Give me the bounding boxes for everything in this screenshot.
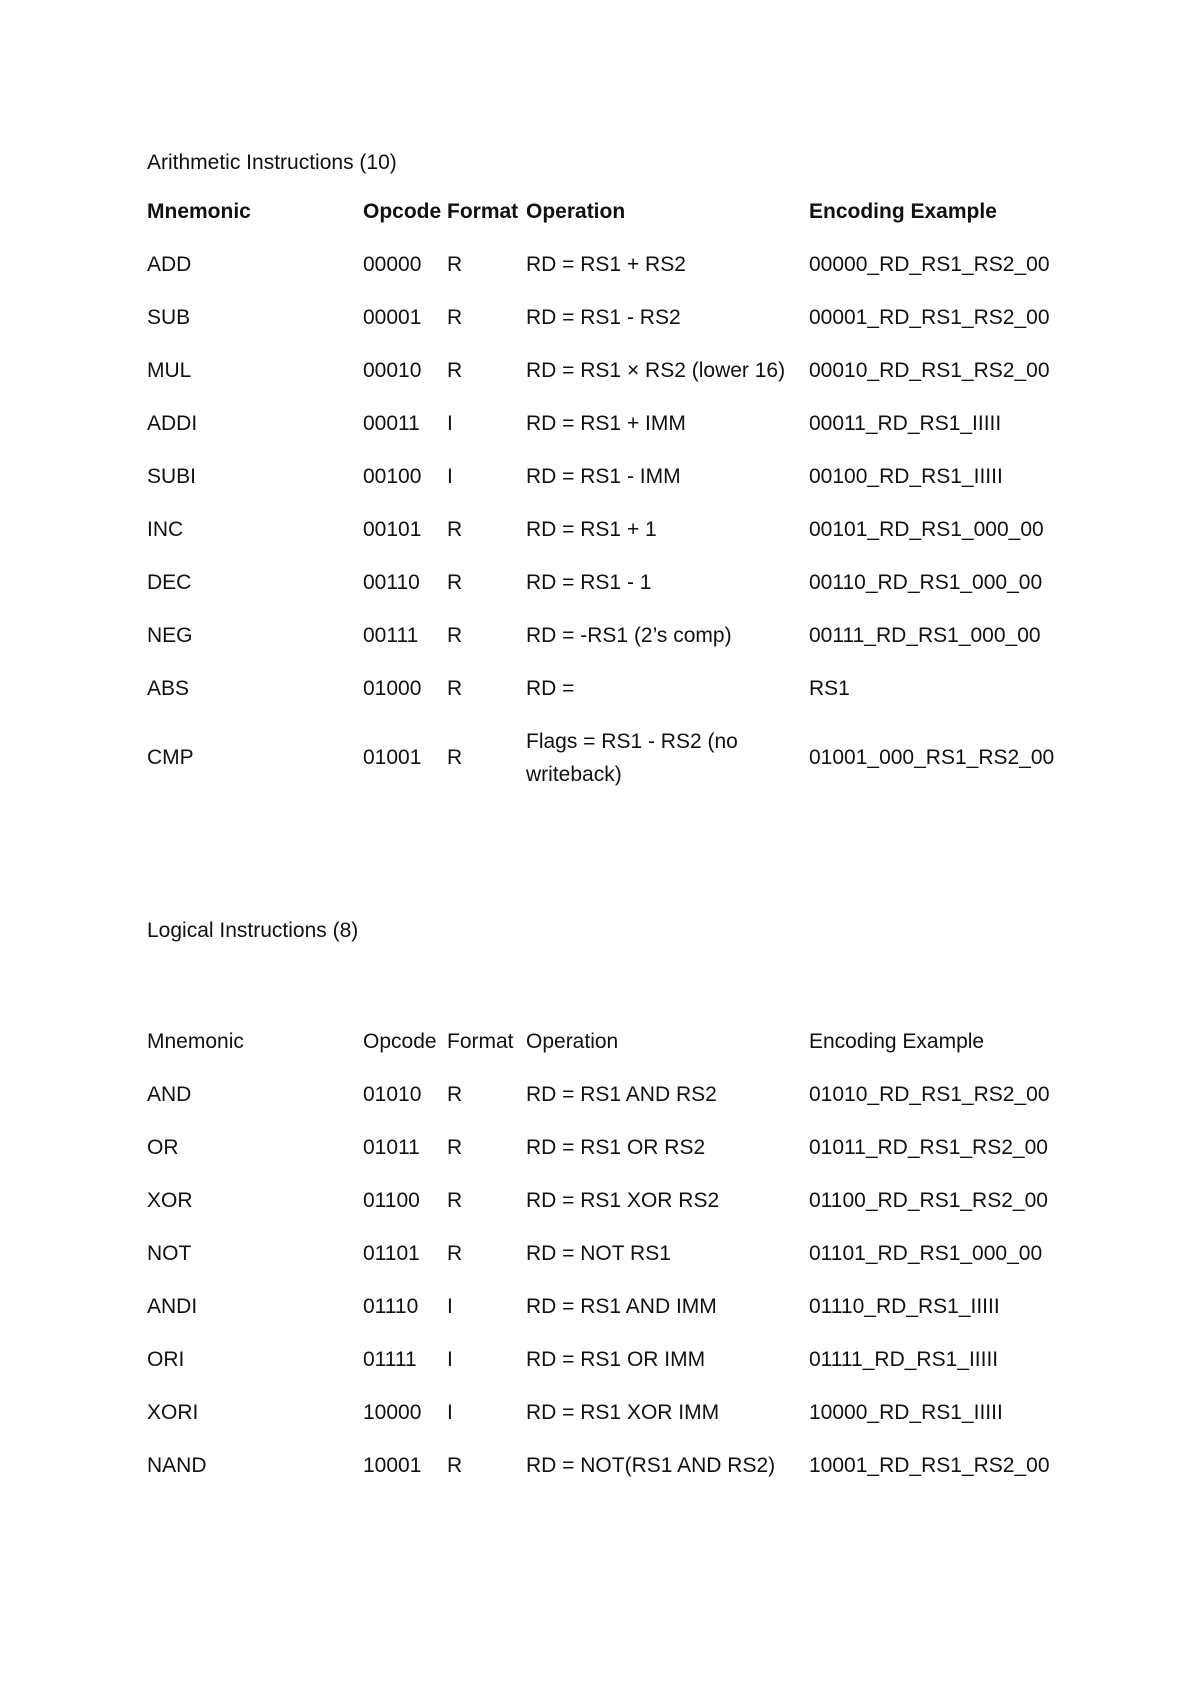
table-row [147,619,1087,672]
logical-title: Logical Instructions (8) [147,919,359,942]
table-row [147,407,1087,460]
operation-cell: RD = RS1 - RS2 [526,306,681,329]
table-row [147,460,1087,513]
encoding-cell: 01100_RD_RS1_RS2_00 [809,1189,1048,1212]
encoding-cell: 00010_RD_RS1_RS2_00 [809,359,1050,382]
operation-cell: RD = NOT(RS1 AND RS2) [526,1454,776,1477]
mnemonic-cell: NOT [147,1242,192,1265]
encoding-cell: 01010_RD_RS1_RS2_00 [809,1083,1050,1106]
operation-cell: RD = RS1 - 1 [526,571,652,594]
format-cell: I [447,1295,453,1318]
format-cell: R [447,1454,463,1477]
encoding-cell: 01111_RD_RS1_IIIII [809,1348,999,1371]
opcode-cell: 00100 [363,465,422,488]
mnemonic-cell: XOR [147,1189,193,1212]
encoding-cell: 10000_RD_RS1_IIIII [809,1401,1003,1424]
mnemonic-cell: AND [147,1083,192,1106]
arithmetic-table-header [147,195,1087,248]
table-row [147,1396,1087,1449]
format-cell: R [447,571,463,594]
opcode-cell: 10000 [363,1401,422,1424]
encoding-cell: 00011_RD_RS1_IIIII [809,412,1002,435]
encoding-cell: 00001_RD_RS1_RS2_00 [809,306,1050,329]
header-mnemonic: Mnemonic [147,200,251,223]
table-row [147,1131,1087,1184]
operation-cell: RD = RS1 × RS2 (lower 16) [526,359,786,382]
opcode-cell: 01100 [363,1189,420,1212]
opcode-cell: 01010 [363,1083,422,1106]
mnemonic-cell: SUB [147,306,191,329]
table-row [147,566,1087,619]
operation-cell: RD = RS1 OR RS2 [526,1136,706,1159]
table-row [147,248,1087,301]
encoding-cell: 00000_RD_RS1_RS2_00 [809,253,1050,276]
format-cell: R [447,306,463,329]
opcode-cell: 01011 [363,1136,420,1159]
table-row [147,1184,1087,1237]
encoding-cell: RS1 [809,677,850,700]
operation-cell: RD = RS1 AND IMM [526,1295,717,1318]
arithmetic-title: Arithmetic Instructions (10) [147,151,397,174]
opcode-cell: 10001 [363,1454,422,1477]
mnemonic-cell: ADD [147,253,192,276]
encoding-cell: 00100_RD_RS1_IIIII [809,465,1003,488]
format-cell: R [447,1136,463,1159]
table-row [147,725,1087,795]
operation-cell: RD = -RS1 (2’s comp) [526,624,732,647]
header-format: Format [447,200,519,223]
encoding-cell: 00111_RD_RS1_000_00 [809,624,1041,647]
opcode-cell: 00111 [363,624,419,647]
mnemonic-cell: XORI [147,1401,199,1424]
table-row [147,513,1087,566]
table-row [147,354,1087,407]
format-cell: I [447,412,453,435]
logical-section [147,914,1087,1502]
operation-cell: RD = NOT RS1 [526,1242,671,1265]
format-cell: R [447,518,463,541]
operation-cell: RD = RS1 + RS2 [526,253,686,276]
encoding-cell: 00110_RD_RS1_000_00 [809,571,1043,594]
encoding-cell: 01011_RD_RS1_RS2_00 [809,1136,1048,1159]
mnemonic-cell: NAND [147,1454,207,1477]
encoding-cell: 01110_RD_RS1_IIIII [809,1295,1000,1318]
opcode-cell: 00001 [363,306,422,329]
operation-cell: RD = RS1 + IMM [526,412,686,435]
opcode-cell: 00010 [363,359,422,382]
header-operation: Operation [526,200,626,223]
opcode-cell: 01111 [363,1348,417,1371]
mnemonic-cell: DEC [147,571,192,594]
table-row [147,1449,1087,1502]
mnemonic-cell: NEG [147,624,193,647]
opcode-cell: 00011 [363,412,420,435]
format-cell: R [447,624,463,647]
mnemonic-cell: ORI [147,1348,185,1371]
format-cell: R [447,1189,463,1212]
encoding-cell: 10001_RD_RS1_RS2_00 [809,1454,1050,1477]
format-cell: R [447,746,463,769]
mnemonic-cell: ADDI [147,412,198,435]
mnemonic-cell: INC [147,518,184,541]
format-cell: I [447,1401,453,1424]
table-row [147,672,1087,725]
arithmetic-section [147,146,1087,795]
operation-cell: RD = RS1 OR IMM [526,1348,706,1371]
table-row [147,301,1087,354]
opcode-cell: 01001 [363,746,422,769]
opcode-cell: 01101 [363,1242,420,1265]
header-opcode: Opcode [363,1030,437,1053]
format-cell: R [447,253,463,276]
format-cell: R [447,677,463,700]
mnemonic-cell: OR [147,1136,179,1159]
encoding-cell: 01101_RD_RS1_000_00 [809,1242,1043,1265]
operation-cell: RD = [526,677,575,700]
mnemonic-cell: SUBI [147,465,197,488]
encoding-cell: 01001_000_RS1_RS2_00 [809,746,1055,769]
operation-cell: RD = RS1 XOR IMM [526,1401,720,1424]
mnemonic-cell: MUL [147,359,192,382]
format-cell: I [447,465,453,488]
opcode-cell: 01110 [363,1295,419,1318]
encoding-cell: 00101_RD_RS1_000_00 [809,518,1044,541]
operation-cell: RD = RS1 - IMM [526,465,681,488]
header-operation: Operation [526,1030,619,1053]
operation-cell: RD = RS1 XOR RS2 [526,1189,720,1212]
header-mnemonic: Mnemonic [147,1030,244,1053]
opcode-cell: 00000 [363,253,422,276]
operation-cell: RD = RS1 AND RS2 [526,1083,717,1106]
format-cell: R [447,1242,463,1265]
opcode-cell: 00110 [363,571,420,594]
logical-table-header [147,1025,1087,1078]
header-encoding: Encoding Example [809,1030,985,1053]
opcode-cell: 00101 [363,518,422,541]
header-format: Format [447,1030,514,1053]
table-row [147,1237,1087,1290]
header-encoding: Encoding Example [809,200,997,223]
header-opcode: Opcode [363,200,442,223]
mnemonic-cell: ABS [147,677,190,700]
format-cell: I [447,1348,453,1371]
table-row [147,1343,1087,1396]
mnemonic-cell: ANDI [147,1295,198,1318]
operation-cell: RD = RS1 + 1 [526,518,657,541]
format-cell: R [447,1083,463,1106]
format-cell: R [447,359,463,382]
table-row [147,1078,1087,1131]
operation-cell: Flags = RS1 - RS2 (no writeback) [526,730,738,786]
table-row [147,1290,1087,1343]
opcode-cell: 01000 [363,677,422,700]
mnemonic-cell: CMP [147,746,194,769]
